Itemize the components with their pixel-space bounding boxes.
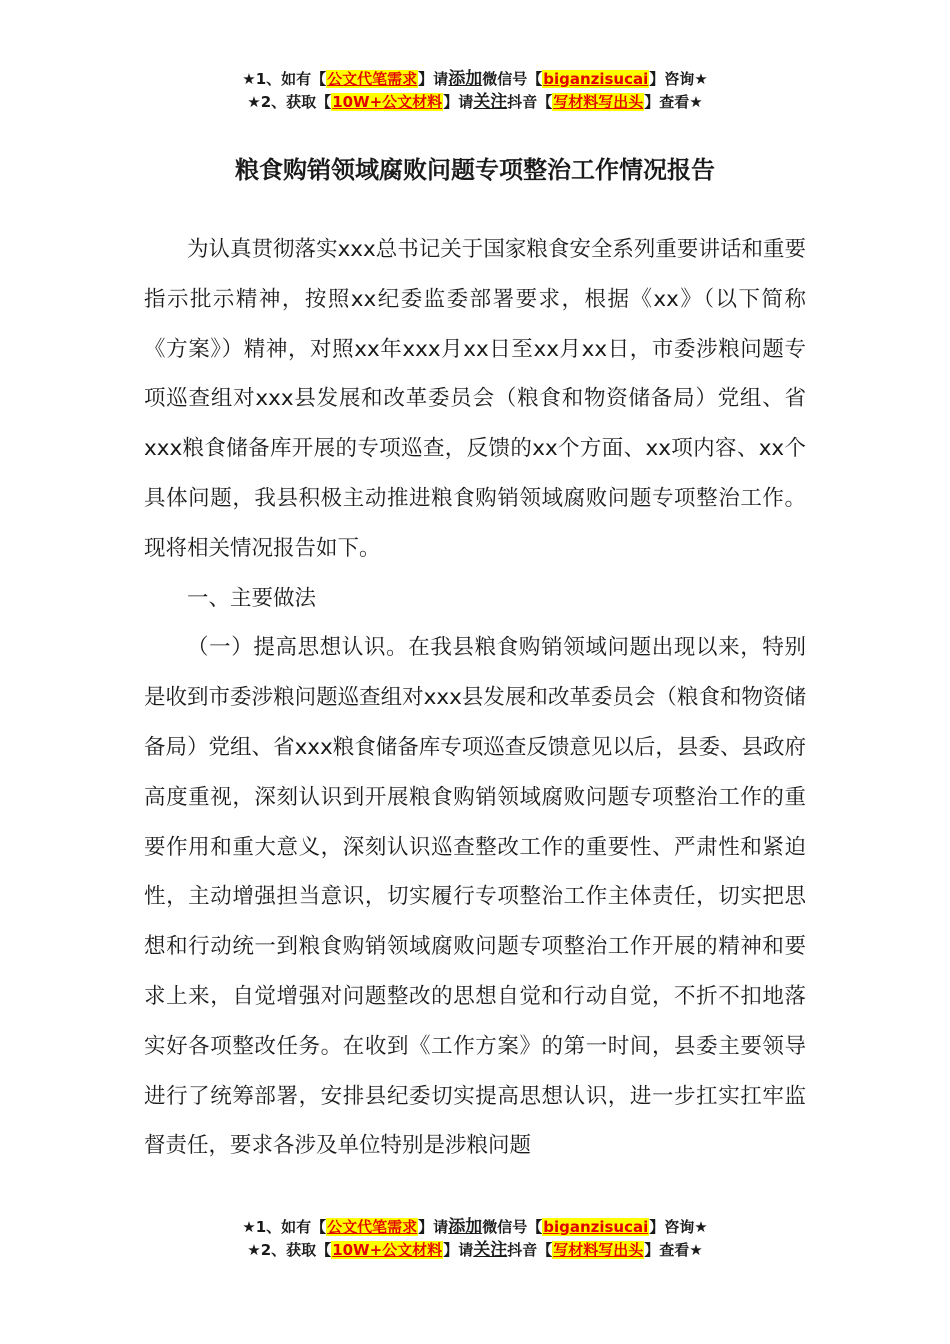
banner-line-1: ★1、如有【公文代笔需求】请添加微信号【biganzisucai】咨询★ — [242, 1217, 708, 1237]
banner-line-1: ★1、如有【公文代笔需求】请添加微信号【biganzisucai】咨询★ — [242, 69, 708, 89]
highlight-materials: 10W+公文材料 — [332, 1241, 443, 1259]
intro-paragraph: 为认真贯彻落实xxx总书记关于国家粮食安全系列重要讲话和重要指示批示精神，按照xx纪委监委部署要求，根据《xx》（以下简称《方案》）精神，对照xx年xxx月xx日至xx月xx日，市委涉粮问题专项巡查组对xxx县发展和改革委员会（粮食和物资储备局）党组、省xxx粮食储备库开展的专项巡查，反馈的xx个方面、xx项内容、xx个具体问题，我县积极主动推进粮食购销领域腐败问题专项整治工作。现将相关情况报告如下。 — [144, 237, 806, 561]
document-body — [144, 225, 806, 1171]
section-heading: 一、主要做法 — [187, 585, 317, 611]
banner-line-2: ★2、获取【10W+公文材料】请关注抖音【写材料写出头】查看★ — [247, 1240, 703, 1260]
header-banner — [0, 68, 950, 114]
highlight-douyin-account: 写材料写出头 — [553, 1241, 644, 1259]
banner-line-2: ★2、获取【10W+公文材料】请关注抖音【写材料写出头】查看★ — [247, 92, 703, 112]
highlight-service: 公文代笔需求 — [327, 70, 418, 88]
highlight-service: 公文代笔需求 — [327, 1218, 418, 1236]
highlight-materials: 10W+公文材料 — [332, 93, 443, 111]
footer-banner — [0, 1216, 950, 1262]
highlight-wechat-id: biganzisucai — [543, 70, 649, 88]
document-title: 粮食购销领域腐败问题专项整治工作情况报告 — [235, 156, 715, 184]
highlight-wechat-id: biganzisucai — [543, 1218, 649, 1236]
body-paragraph: （一）提高思想认识。在我县粮食购销领域问题出现以来，特别是收到市委涉粮问题巡查组对xxx县发展和改革委员会（粮食和物资储备局）党组、省xxx粮食储备库专项巡查反馈意见以后，县委、县政府高度重视，深刻认识到开展粮食购销领域腐败问题专项整治工作的重要作用和重大意义，深刻认识巡查整改工作的重要性、严肃性和紧迫性，主动增强担当意识，切实履行专项整治工作主体责任，切实把思想和行动统一到粮食购销领域腐败问题专项整治工作开展的精神和要求上来，自觉增强对问题整改的思想自觉和行动自觉，不折不扣地落实好各项整改任务。在收到《工作方案》的第一时间，县委主要领导进行了统筹部署，安排县纪委切实提高思想认识，进一步扛实扛牢监督责任，要求各涉及单位特别是涉粮问题 — [144, 635, 806, 1159]
highlight-douyin-account: 写材料写出头 — [553, 93, 644, 111]
